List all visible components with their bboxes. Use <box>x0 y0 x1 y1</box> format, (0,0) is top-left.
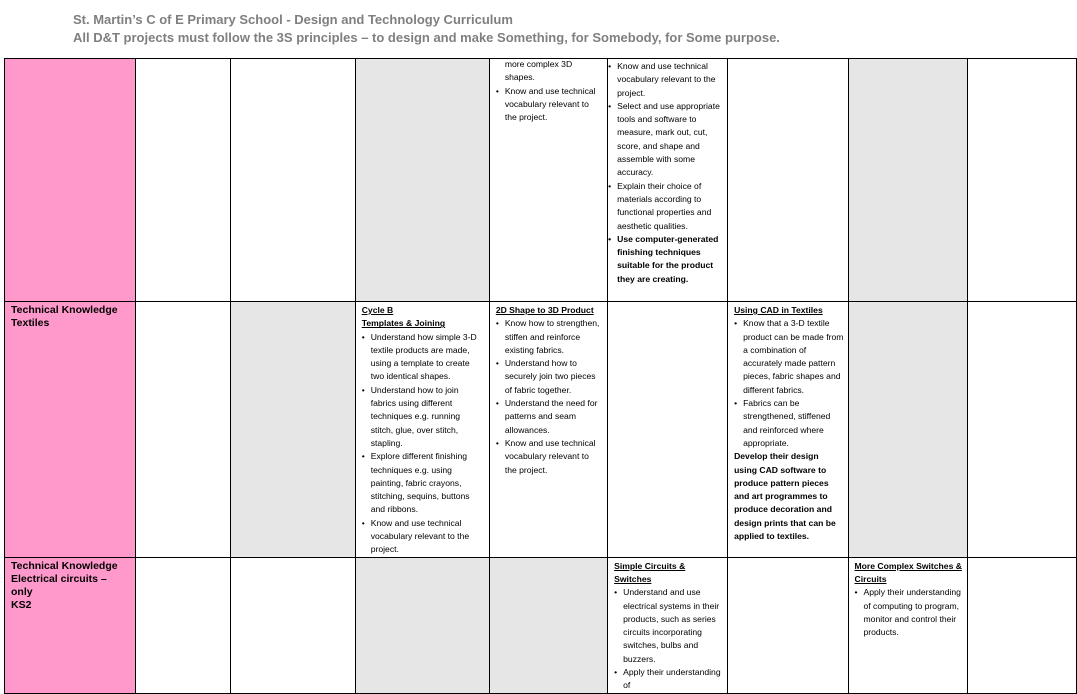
row-label-cell <box>5 557 136 693</box>
row-label-line: Textiles <box>11 317 50 329</box>
document-subtitle: All D&T projects must follow the 3S principles – to design and make Something, for Somebody, for Some purpose. <box>73 30 780 45</box>
table-cell <box>728 557 848 693</box>
row-label-line: Electrical circuits – only <box>11 572 107 598</box>
table-cell <box>967 59 1076 302</box>
document-header <box>73 11 780 47</box>
table-row <box>5 59 1077 302</box>
curriculum-table <box>4 58 1077 694</box>
list-item: • Understand how simple 3-D textile products are made, using a template to create two identical shapes. <box>362 331 485 384</box>
row-label <box>11 560 131 612</box>
row-label-line: Technical Knowledge <box>11 559 118 572</box>
cell-heading: Templates & Joining <box>361 318 446 329</box>
cell-heading: 2D Shape to 3D Product <box>495 305 594 315</box>
table-cell <box>136 59 230 302</box>
row-label <box>11 304 131 330</box>
list-item: • Explore different finishing techniques e.g. using painting, fabric crayons, stitching, sequins, buttons and ribbons. <box>362 450 485 516</box>
list-item: • Understand how to join fabrics using different techniques e.g. running stitch, glue, over stitch, stapling. <box>362 384 485 450</box>
row-label-line: KS2 <box>11 598 32 611</box>
cell-bold-text: Develop their design using CAD software to produce pattern pieces and art programmes to produce decoration and design prints that can be applied to textiles. <box>734 451 836 542</box>
table-cell <box>355 557 489 693</box>
cell-text: more complex 3D shapes. <box>504 59 573 83</box>
list-item: • Know and use technical vocabulary relevant to the project. <box>362 517 485 557</box>
list-item: • Apply their understanding of computing to program, monitor and control their products. <box>855 586 963 639</box>
list-item: • Know that a 3-D textile product can be made from a combination of accurately made pattern pieces, fabric shapes and different fabrics. <box>734 317 843 397</box>
table-cell <box>136 302 230 558</box>
cell-heading: More Complex Switches & Circuits <box>854 560 962 584</box>
bullet-list <box>496 317 603 477</box>
table-cell <box>136 557 230 693</box>
table-cell <box>230 59 355 302</box>
table-cell <box>230 302 355 558</box>
table-cell <box>608 557 728 693</box>
row-label-line: Technical Knowledge <box>11 304 118 316</box>
bullet-list <box>608 60 723 286</box>
list-item: • Understand how to securely join two pieces of fabric together. <box>496 357 603 397</box>
table-cell <box>728 59 848 302</box>
list-item: • Know and use technical vocabulary relevant to the project. <box>496 85 603 125</box>
table-cell <box>848 557 967 693</box>
list-item: • Understand the need for patterns and seam allowances. <box>496 397 603 437</box>
row-label-cell <box>5 59 136 302</box>
bullet-list <box>734 317 843 450</box>
table-row <box>5 302 1077 558</box>
table-cell <box>967 557 1076 693</box>
bullet-list <box>362 331 485 557</box>
list-item: • Fabrics can be strengthened, stiffened and reinforced where appropriate. <box>734 397 843 450</box>
list-item: • Explain their choice of materials according to functional properties and aesthetic qualities. <box>608 180 723 233</box>
table-cell <box>608 302 728 558</box>
table-cell <box>230 557 355 693</box>
cell-heading: Using CAD in Textiles <box>734 305 823 315</box>
list-item: • Know how to strengthen, stiffen and reinforce existing fabrics. <box>496 317 603 357</box>
cell-heading: Cycle B <box>361 305 394 315</box>
table-cell <box>848 59 967 302</box>
table-cell <box>355 302 489 558</box>
table-cell <box>489 557 607 693</box>
cell-heading: Simple Circuits & Switches <box>614 560 686 584</box>
bullet-list <box>855 586 963 639</box>
bullet-list <box>496 85 603 125</box>
table-cell <box>608 59 728 302</box>
table-cell <box>355 59 489 302</box>
table-cell <box>967 302 1076 558</box>
bullet-list <box>614 586 723 692</box>
list-item: • Know and use technical vocabulary relevant to the project. <box>496 437 603 477</box>
list-item: • Know and use technical vocabulary relevant to the project. <box>608 60 723 100</box>
table-cell <box>489 59 607 302</box>
list-item: • Understand and use electrical systems in their products, such as series circuits incorporating switches, bulbs and buzzers. <box>614 586 723 666</box>
table-cell <box>848 302 967 558</box>
list-item: • Use computer-generated finishing techniques suitable for the product they are creating. <box>608 233 723 286</box>
list-item: • Select and use appropriate tools and software to measure, mark out, cut, score, and shape and assemble with some accuracy. <box>608 100 723 180</box>
document-title: St. Martin’s C of E Primary School - Design and Technology Curriculum <box>73 12 513 27</box>
row-label-cell <box>5 302 136 558</box>
list-item: • Apply their understanding of <box>614 666 723 693</box>
table-row <box>5 557 1077 693</box>
table-cell <box>489 302 607 558</box>
table-cell <box>728 302 848 558</box>
